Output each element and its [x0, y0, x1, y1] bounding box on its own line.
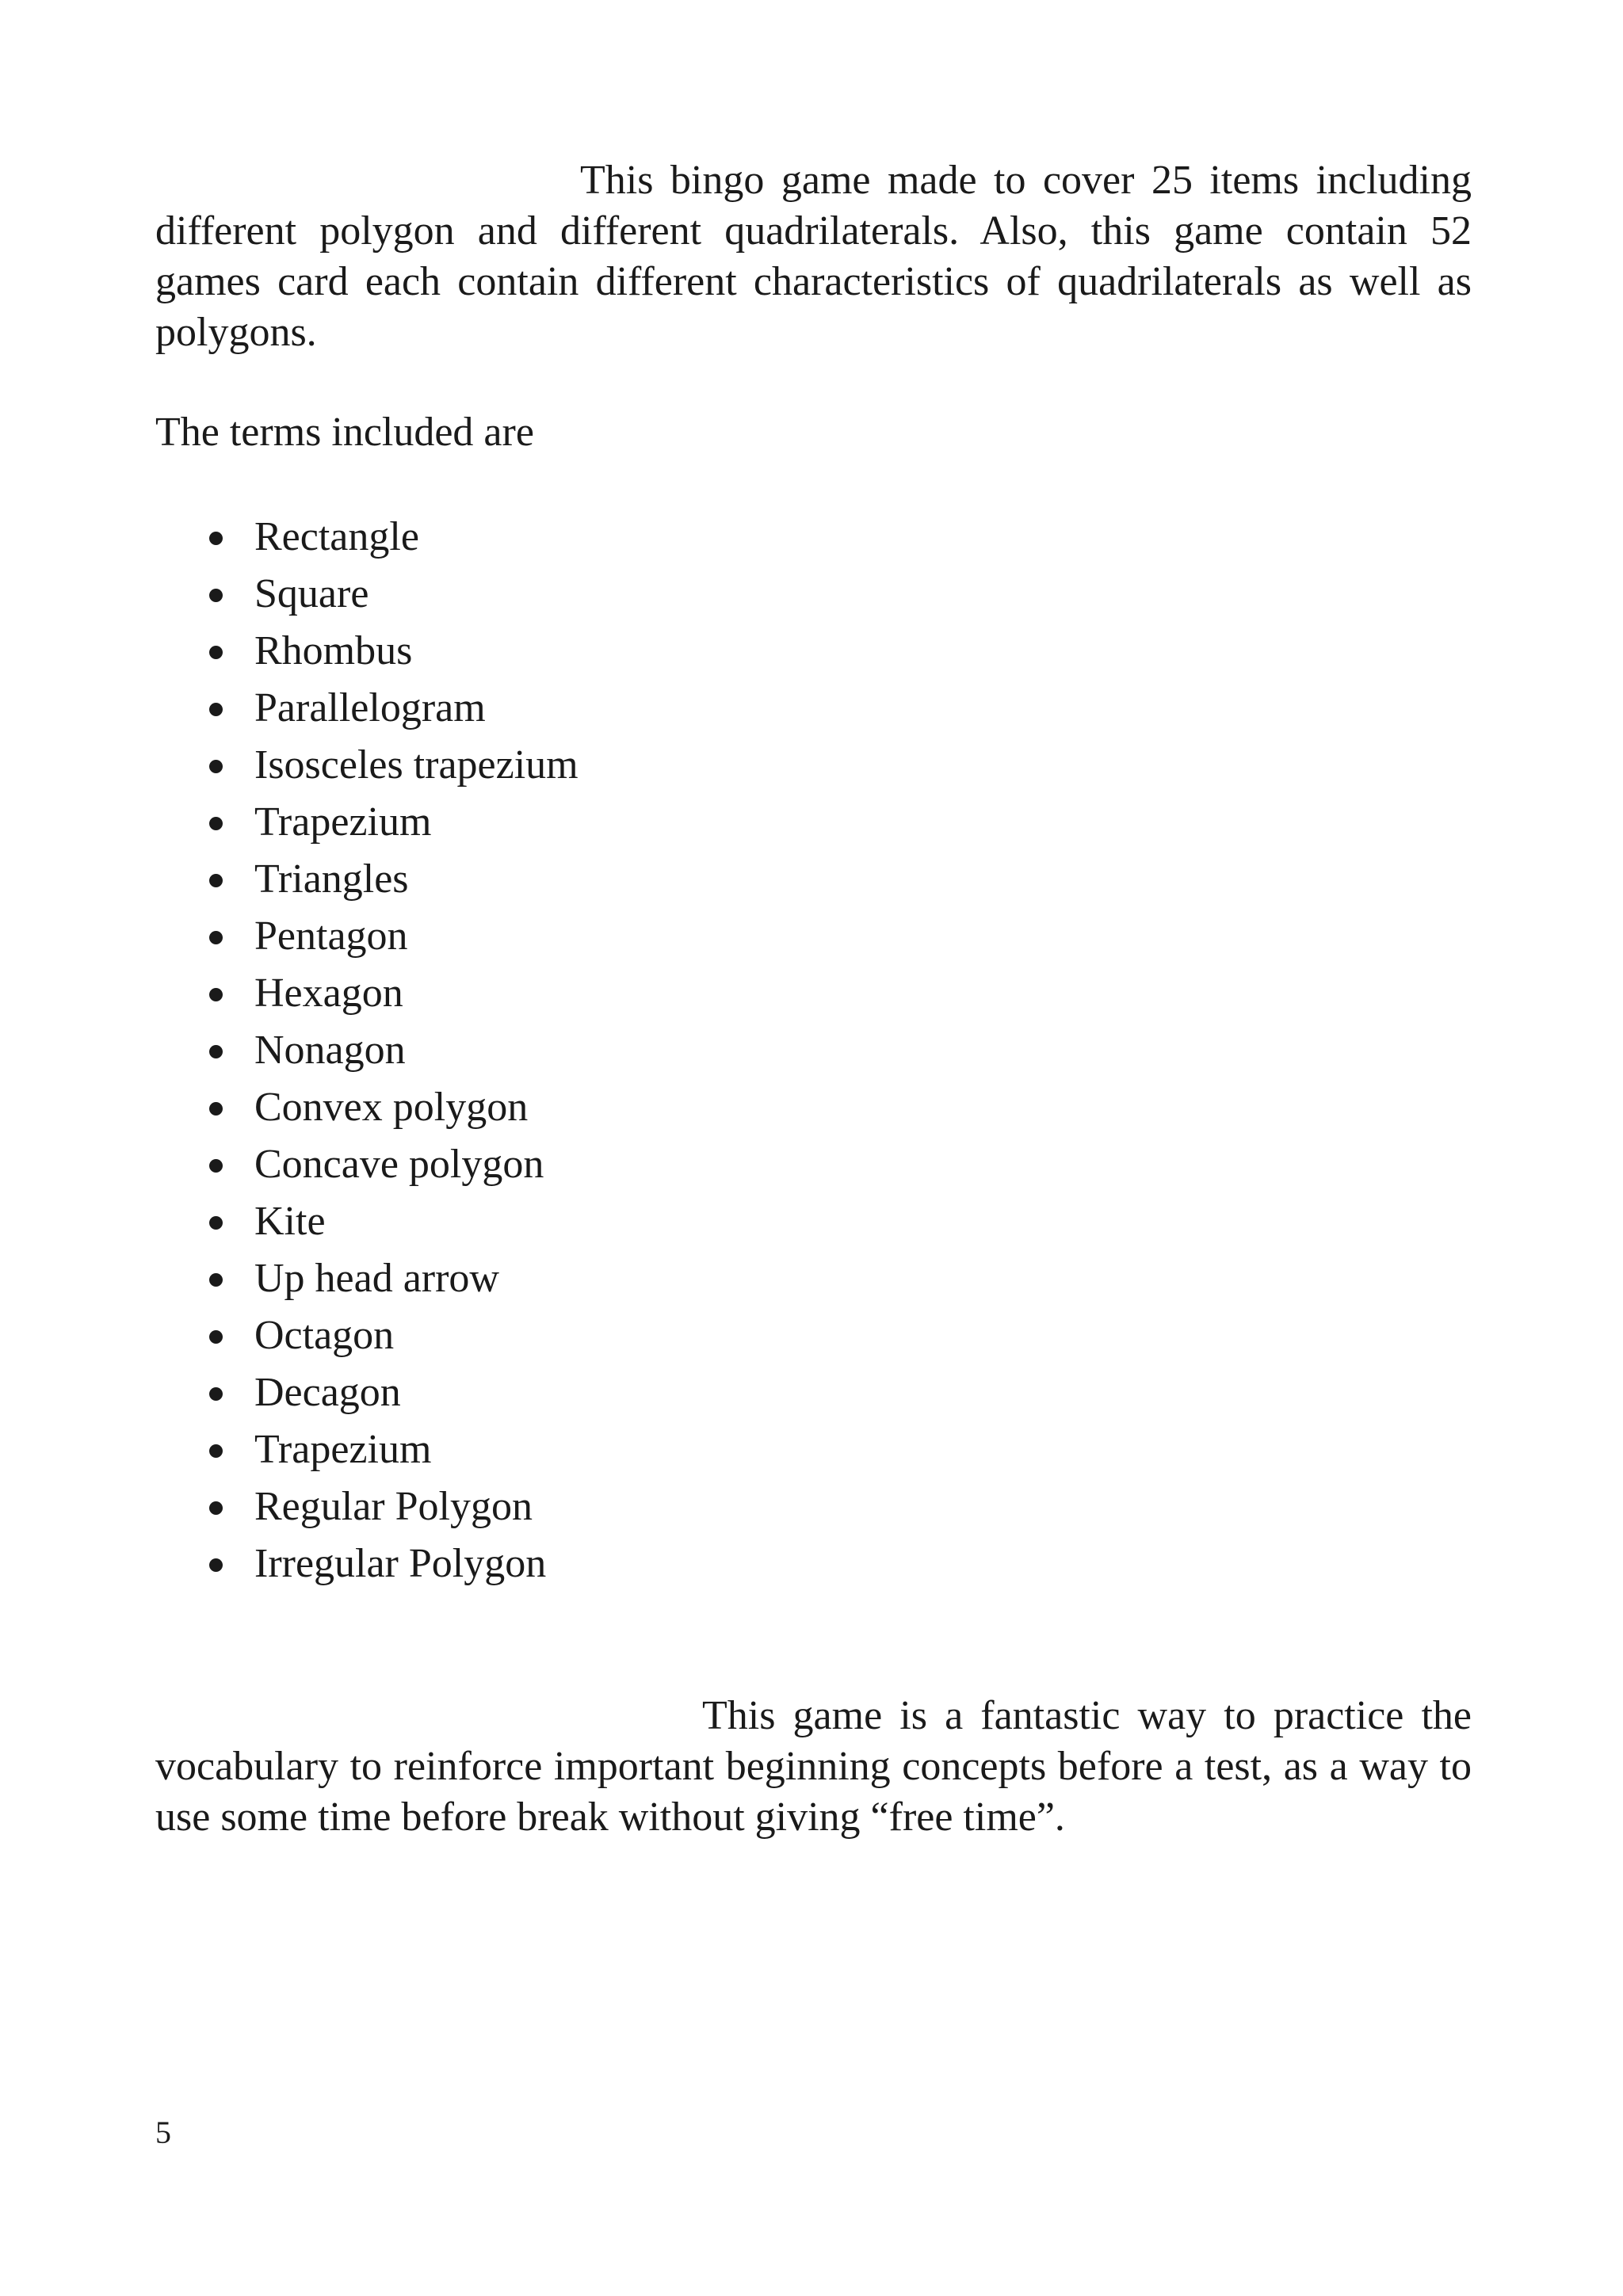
bullet-icon — [209, 1387, 223, 1401]
bullet-icon — [209, 760, 223, 773]
term-label: Up head arrow — [254, 1256, 499, 1301]
page-number: 5 — [155, 2115, 171, 2150]
term-label: Concave polygon — [254, 1142, 544, 1187]
term-label: Irregular Polygon — [254, 1541, 547, 1586]
bullet-icon — [209, 1330, 223, 1344]
bullet-icon — [209, 1159, 223, 1173]
term-label: Hexagon — [254, 971, 403, 1016]
bullet-icon — [209, 589, 223, 602]
term-label: Rhombus — [254, 628, 413, 673]
term-label: Pentagon — [254, 913, 408, 959]
term-label: Regular Polygon — [254, 1484, 533, 1529]
term-label: Convex polygon — [254, 1085, 529, 1130]
bullet-icon — [209, 1558, 223, 1572]
bullet-icon — [209, 646, 223, 659]
bullet-icon — [209, 1501, 223, 1515]
bullet-icon — [209, 874, 223, 887]
term-label: Square — [254, 571, 369, 616]
intro-paragraph: This bingo game made to cover 25 items including different polygon and different quadrilaterals. Also, this game contain 52 games card each contain different characteristics of quadrilaterals as well as polygons. — [155, 158, 1472, 355]
term-label: Parallelogram — [254, 685, 486, 730]
bullet-icon — [209, 703, 223, 716]
bullet-icon — [209, 1273, 223, 1287]
bullet-icon — [209, 931, 223, 944]
bullet-icon — [209, 817, 223, 830]
bullet-icon — [209, 1444, 223, 1458]
bullet-icon — [209, 532, 223, 545]
term-label: Nonagon — [254, 1028, 406, 1073]
terms-heading: The terms included are — [155, 410, 534, 455]
term-label: Trapezium — [254, 1427, 432, 1472]
bullet-icon — [209, 1102, 223, 1116]
term-label: Kite — [254, 1199, 326, 1244]
bullet-icon — [209, 1216, 223, 1230]
term-label: Trapezium — [254, 799, 432, 845]
term-label: Rectangle — [254, 514, 419, 559]
term-label: Octagon — [254, 1313, 395, 1358]
bullet-icon — [209, 988, 223, 1001]
term-label: Triangles — [254, 856, 409, 902]
bullet-icon — [209, 1045, 223, 1058]
term-label: Decagon — [254, 1370, 401, 1415]
closing-paragraph: This game is a fantastic way to practice the vocabulary to reinforce important beginning concepts before a test, as a way to use some time before break without giving “free time”. — [155, 1693, 1472, 1840]
term-label: Isosceles trapezium — [254, 742, 579, 788]
